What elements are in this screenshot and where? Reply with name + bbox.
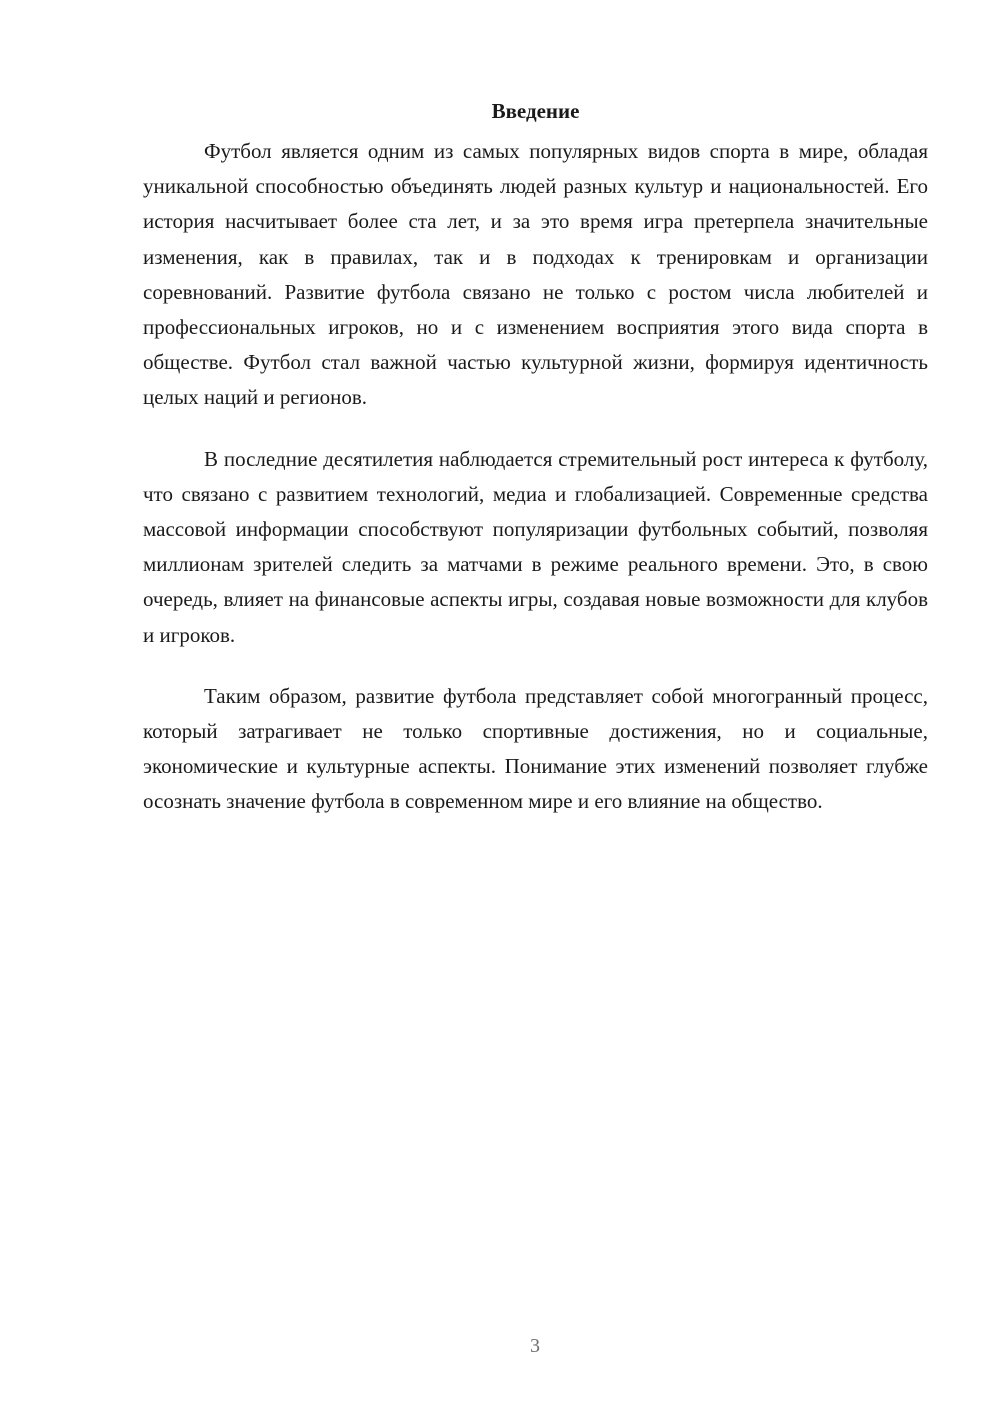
- paragraph-1: Футбол является одним из самых популярных видов спорта в мире, обладая уникальной способностью объединять людей разных культур и национальностей. Его история насчитывает более ста лет, и за это время игра претерпела значительные изменения, как в правилах, так и в подходах к тренировкам и организации соревнований. Развитие футбола связано не только с ростом числа любителей и профессиональных игроков, но и с изменением восприятия этого вида спорта в обществе. Футбол стал важной частью культурной жизни, формируя идентичность целых наций и регионов.: [143, 139, 928, 410]
- paragraph-3: Таким образом, развитие футбола представляет собой многогранный процесс, который затрагивает не только спортивные достижения, но и социальные, экономические и культурные аспекты. Понимание этих изменений позволяет глубже осознать значение футбола в современном мире и его влияние на общество.: [143, 683, 928, 814]
- page-number: 3: [530, 1335, 540, 1357]
- page-content: [143, 96, 928, 846]
- section-title: Введение: [491, 99, 580, 123]
- paragraph-2: В последние десятилетия наблюдается стремительный рост интереса к футболу, что связано с развитием технологий, медиа и глобализацией. Современные средства массовой информации способствуют популяризации футбольных событий, позволяя миллионам зрителей следить за матчами в режиме реального времени. Это, в свою очередь, влияет на финансовые аспекты игры, создавая новые возможности для клубов и игроков.: [143, 446, 928, 647]
